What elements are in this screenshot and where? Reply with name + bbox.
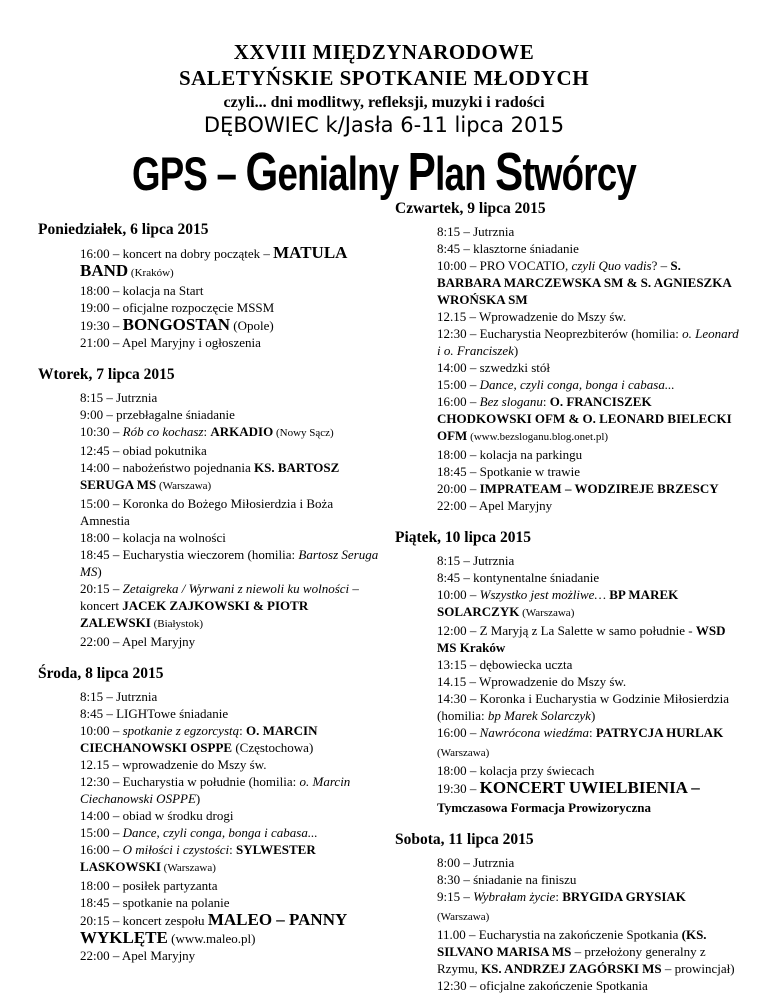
schedule-item	[80, 459, 380, 495]
item-city: (Warszawa)	[437, 911, 490, 923]
title-part: twórcy	[522, 147, 636, 200]
schedule-item	[437, 325, 740, 359]
item-title: Zetaigreka / Wyrwani z niewoli ku wolności	[122, 581, 350, 596]
schedule-item	[437, 926, 740, 977]
header-line-2: SALETYŃSKIE SPOTKANIE MŁODYCH	[178, 66, 590, 90]
title-part: GPS –	[132, 147, 246, 200]
schedule-item: 8:45 – LIGHTowe śniadanie	[80, 706, 229, 721]
schedule-item: 18:00 – kolacja na wolności	[80, 530, 226, 545]
item-city: (Warszawa)	[519, 607, 575, 619]
item-text: 16:00 –	[437, 725, 480, 740]
schedule-item	[80, 546, 380, 580]
schedule-item: 14:00 – szwedzki stół	[437, 360, 551, 375]
item-text: 20:15 –	[80, 581, 123, 596]
item-text: 16:00 –	[80, 842, 123, 857]
schedule-item	[80, 316, 380, 334]
performer-name: BONGOSTAN	[122, 315, 230, 334]
item-text: 12:30 – Eucharystia Neoprezbiterów (homilia:	[437, 326, 683, 341]
item-city: (Białystok)	[150, 618, 204, 630]
schedule-item	[80, 580, 380, 633]
item-text: 15:00 –	[80, 825, 123, 840]
schedule-item: 8:15 – Jutrznia	[80, 689, 158, 704]
schedule-item: 14:00 – obiad w środku drogi	[80, 808, 234, 823]
performer-name: O. MARCIN CIECHANOWSKI OSPPE	[80, 723, 318, 755]
item-homilist: bp Marek Solarczyk	[487, 708, 591, 723]
performer-name: IMPRATEAM – WODZIREJE BRZESCY	[479, 481, 719, 496]
schedule-item	[80, 824, 380, 841]
schedule-item	[437, 888, 740, 926]
item-title: Dance, czyli conga, bonga i cabasa...	[479, 377, 675, 392]
schedule-item: 8:15 – Jutrznia	[437, 553, 515, 568]
performer-name: MALEO – PANNY WYKLĘTE	[80, 910, 347, 947]
item-title: Dance, czyli conga, bonga i cabasa...	[122, 825, 318, 840]
item-city: (Opole)	[230, 318, 274, 333]
item-text: )	[97, 564, 102, 579]
header-subtitle: czyli... dni modlitwy, refleksji, muzyki i radości	[223, 94, 545, 111]
schedule-item: Tymczasowa Formacja Prowizoryczna	[437, 800, 651, 815]
schedule-item: 12.15 – Wprowadzenie do Mszy św.	[437, 309, 627, 324]
item-text: 14:30 – Koronka i Eucharystia w Godzinie Miłosierdzia (homilia:	[437, 691, 730, 723]
title-part: enialny	[277, 147, 408, 200]
performer-name: KS. BARTOSZ SERUGA MS	[80, 460, 340, 492]
performer-name: KS. ANDRZEJ ZAGÓRSKI MS	[481, 961, 662, 976]
day-heading-wednesday: Środa, 8 lipca 2015	[38, 665, 164, 682]
schedule-item	[80, 244, 380, 282]
schedule-item: 18:45 – spotkanie na polanie	[80, 895, 230, 910]
title-part: lan	[435, 147, 496, 200]
title-part: G	[245, 142, 278, 202]
schedule-item: 18:00 – posiłek partyzanta	[80, 878, 218, 893]
day-heading-monday: Poniedziałek, 6 lipca 2015	[38, 221, 209, 238]
performer-name: O. FRANCISZEK CHODKOWSKI OFM & O. LEONARD BIELECKI OFM	[437, 394, 732, 443]
item-text: :	[555, 889, 563, 904]
schedule-saturday	[395, 854, 740, 994]
main-title	[84, 141, 683, 203]
day-heading-saturday: Sobota, 11 lipca 2015	[395, 831, 534, 848]
performer-name: KONCERT UWIELBIENIA	[479, 778, 688, 797]
item-text: 11.00 – Eucharystia na zakończenie Spotkania	[437, 927, 682, 942]
header-place-date: DĘBOWIEC k/Jasła 6-11 lipca 2015	[203, 113, 565, 137]
schedule-item	[80, 722, 380, 756]
item-url: (www.maleo.pl)	[167, 931, 256, 946]
schedule-item	[437, 779, 740, 797]
day-heading-friday: Piątek, 10 lipca 2015	[395, 529, 532, 546]
schedule-item: 12:30 – oficjalne zakończenie Spotkania	[437, 978, 648, 993]
item-text: 10:00 –	[437, 587, 480, 602]
performer-name: WSD MS Kraków	[437, 623, 726, 655]
schedule-item: 8:45 – klasztorne śniadanie	[437, 241, 579, 256]
schedule-item: 18:45 – Spotkanie w trawie	[437, 464, 580, 479]
item-title: O miłości i czystości	[122, 842, 230, 857]
item-city: (Kraków)	[128, 267, 174, 279]
item-city: (Nowy Sącz)	[273, 427, 334, 439]
right-column	[395, 199, 740, 994]
item-text: 10:30 –	[80, 424, 123, 439]
schedule-item: 22:00 – Apel Maryjny	[80, 634, 196, 649]
performer-name: JACEK ZAJKOWSKI & PIOTR ZALEWSKI	[80, 598, 309, 630]
schedule-item: 14.15 – Wprowadzenie do Mszy św.	[437, 674, 627, 689]
item-text: :	[239, 723, 246, 738]
schedule-friday	[395, 552, 740, 816]
item-text: 10:00 – PRO VOCATIO,	[437, 258, 572, 273]
item-title: Bez sloganu	[479, 394, 543, 409]
performer-name: BP MAREK SOLARCZYK	[437, 587, 679, 619]
schedule-item: 8:15 – Jutrznia	[437, 224, 515, 239]
schedule-item: 22:00 – Apel Maryjny	[80, 948, 196, 963]
schedule-item: 12.15 – wprowadzenie do Mszy św.	[80, 757, 267, 772]
item-text: 16:00 –	[437, 394, 480, 409]
schedule-item	[80, 841, 380, 877]
schedule-thursday	[395, 223, 740, 514]
item-text: ? –	[651, 258, 671, 273]
item-city: (Warszawa)	[160, 862, 216, 874]
schedule-monday	[38, 244, 380, 351]
header-line-1: XXVIII MIĘDZYNARODOWE	[233, 40, 535, 64]
item-text: :	[589, 725, 596, 740]
day-heading-tuesday: Wtorek, 7 lipca 2015	[38, 366, 175, 383]
item-city: (Częstochowa)	[232, 740, 314, 755]
schedule-item: 21:00 – Apel Maryjny i ogłoszenia	[80, 335, 261, 350]
item-text: 14:00 – nabożeństwo pojednania	[80, 460, 255, 475]
schedule-item: 9:00 – przebłagalne śniadanie	[80, 407, 235, 422]
schedule-tuesday	[38, 389, 380, 650]
schedule-item: 13:15 – dębowiecka uczta	[437, 657, 573, 672]
day-heading-thursday: Czwartek, 9 lipca 2015	[395, 200, 546, 217]
schedule-wednesday	[38, 688, 380, 964]
performer-name: S. BARBARA MARCZEWSKA SM & S. AGNIESZKA WROŃSKA SM	[437, 258, 731, 307]
item-title: Wszystko jest możliwe…	[479, 587, 607, 602]
item-text: – koncert	[80, 581, 359, 613]
item-text: – prowincjał)	[661, 961, 735, 976]
item-text: 19:30 –	[80, 318, 123, 333]
schedule-item: 19:00 – oficjalne rozpoczęcie MSSM	[80, 300, 275, 315]
item-title: spotkanie z egzorcystą	[122, 723, 240, 738]
item-homilist: Bartosz Seruga MS	[80, 547, 379, 579]
item-title: Wybrałam życie	[473, 889, 556, 904]
schedule-item	[437, 724, 740, 762]
performer-name: PATRYCJA HURLAK	[595, 725, 724, 740]
item-text: 20:00 –	[437, 481, 480, 496]
item-homilist: o. Leonard i o. Franciszek	[437, 326, 739, 358]
schedule-item: 18:00 – kolacja na parkingu	[437, 447, 583, 462]
item-text: 10:00 –	[80, 723, 123, 738]
schedule-item: 22:00 – Apel Maryjny	[437, 498, 553, 513]
performer-name: SYLWESTER LASKOWSKI	[80, 842, 316, 874]
item-text: )	[513, 343, 519, 358]
schedule-item	[437, 393, 740, 446]
item-text: :	[542, 394, 550, 409]
schedule-item: 15:00 – Koronka do Bożego Miłosierdzia i Boża Amnestia	[80, 496, 334, 528]
item-homilist: o. Marcin Ciechanowski OSPPE	[80, 774, 351, 806]
schedule-item	[80, 773, 380, 807]
schedule-item	[437, 586, 740, 622]
schedule-item: 8:45 – kontynentalne śniadanie	[437, 570, 600, 585]
schedule-item: 12:45 – obiad pokutnika	[80, 443, 207, 458]
item-text: )	[195, 791, 201, 806]
schedule-item: 8:30 – śniadanie na finiszu	[437, 872, 577, 887]
item-title: czyli Quo vadis	[571, 258, 652, 273]
schedule-item: 18:00 – kolacja na Start	[80, 283, 204, 298]
item-city: (Warszawa)	[156, 480, 212, 492]
item-text: :	[203, 424, 211, 439]
schedule-item	[437, 257, 740, 308]
schedule-item	[437, 690, 740, 724]
left-column	[38, 220, 380, 964]
item-title: Nawrócona wiedźma	[479, 725, 590, 740]
item-text: 15:00 –	[437, 377, 480, 392]
schedule-item	[80, 911, 380, 947]
item-text: 12:00 – Z Maryją z La Salette w samo południe -	[437, 623, 696, 638]
schedule-item	[437, 376, 740, 393]
item-text: 19:30 –	[437, 781, 480, 796]
item-text: 16:00 – koncert na dobry początek –	[80, 246, 274, 261]
item-text: –	[687, 778, 700, 797]
item-city: (Warszawa)	[437, 747, 490, 759]
schedule-item	[80, 423, 380, 442]
item-text: 20:15 – koncert zespołu	[80, 913, 208, 928]
performer-name: ARKADIO	[210, 424, 274, 439]
schedule-item: 8:00 – Jutrznia	[437, 855, 515, 870]
item-text: 9:15 –	[437, 889, 474, 904]
item-text: – przełożony generalny z Rzymu,	[437, 944, 706, 976]
schedule-item	[437, 480, 740, 497]
performer-name: BRYGIDA GRYSIAK	[562, 889, 686, 904]
title-part: P	[407, 142, 436, 202]
schedule-item: 18:00 – kolacja przy świecach	[437, 763, 595, 778]
performer-name: (KS. SILVANO MARISA MS	[437, 927, 707, 959]
schedule-item	[437, 622, 740, 656]
item-text: )	[590, 708, 596, 723]
item-text: 18:45 – Eucharystia wieczorem (homilia:	[80, 547, 299, 562]
item-text: :	[229, 842, 237, 857]
performer-name: MATULA BAND	[80, 243, 347, 280]
schedule-item: 8:15 – Jutrznia	[80, 390, 158, 405]
title-part: S	[495, 142, 523, 202]
item-text: 12:30 – Eucharystia w południe (homilia:	[80, 774, 300, 789]
item-title: Rób co kochasz	[122, 424, 204, 439]
item-url: (www.bezsloganu.blog.onet.pl)	[467, 431, 609, 443]
